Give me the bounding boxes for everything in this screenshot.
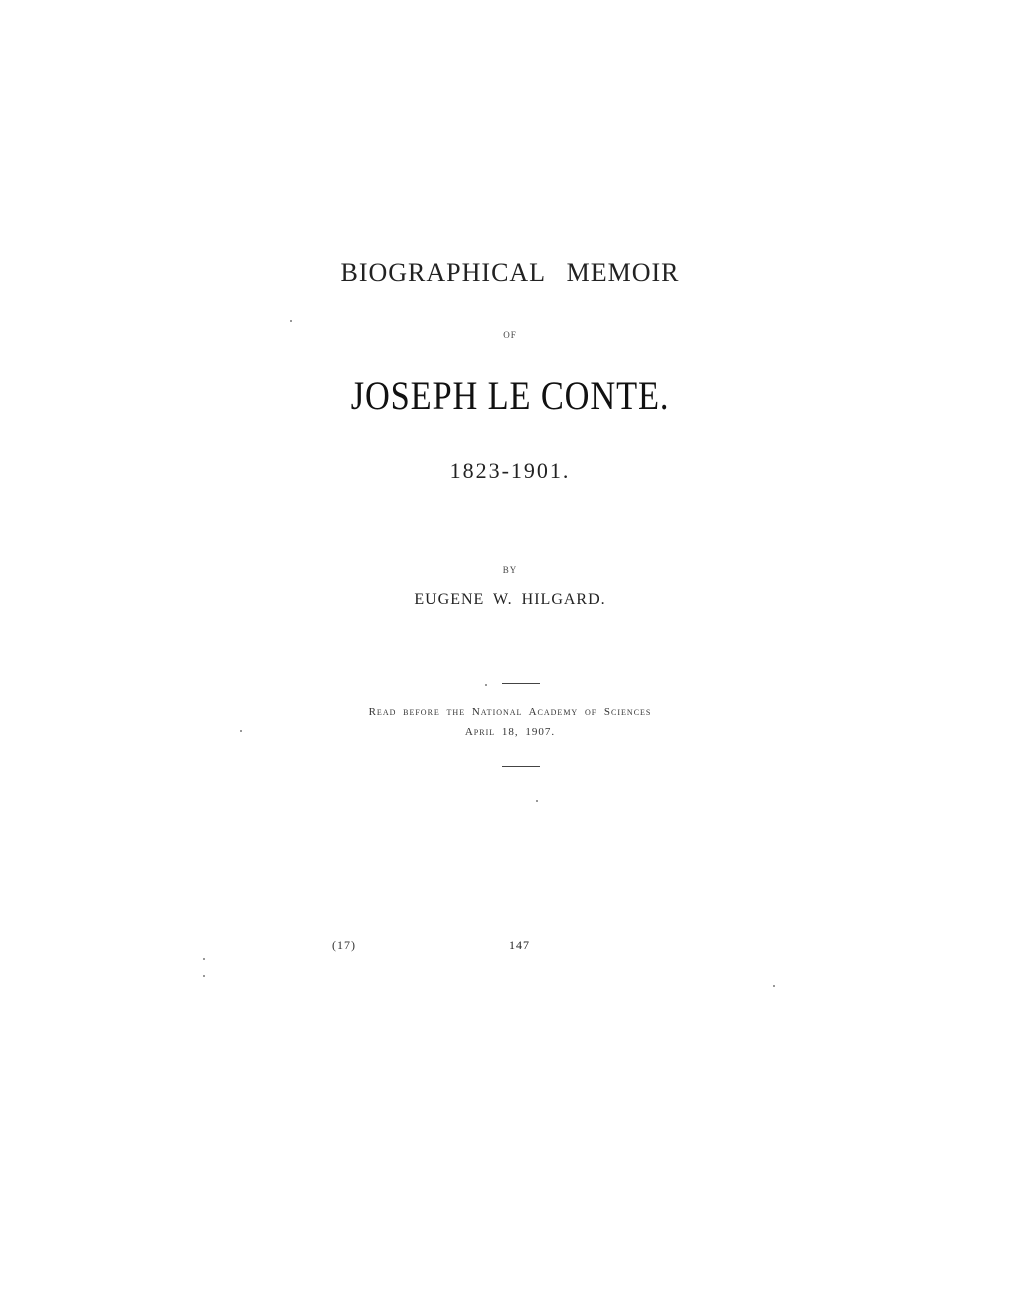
scan-speck	[485, 684, 487, 686]
read-before-line: Read before the National Academy of Sciences	[368, 706, 652, 718]
bottom-divider	[502, 766, 540, 767]
scan-speck	[203, 958, 205, 960]
top-divider	[502, 683, 540, 684]
scan-speck	[240, 730, 242, 732]
subject-name: JOSEPH LE CONTE.	[350, 373, 670, 418]
memoir-heading: BIOGRAPHICAL MEMOIR	[340, 258, 680, 287]
scan-speck	[536, 800, 538, 802]
scan-speck	[290, 320, 292, 322]
by-label: BY	[502, 565, 518, 575]
author-name: EUGENE W. HILGARD.	[414, 591, 606, 608]
scan-speck	[203, 975, 205, 977]
scan-speck	[773, 985, 775, 987]
life-dates: 1823-1901.	[449, 458, 571, 483]
read-date: April 18, 1907.	[464, 726, 556, 738]
page-number: 147	[509, 938, 530, 952]
of-label: OF	[503, 330, 517, 340]
signature-mark: (17)	[332, 938, 356, 952]
